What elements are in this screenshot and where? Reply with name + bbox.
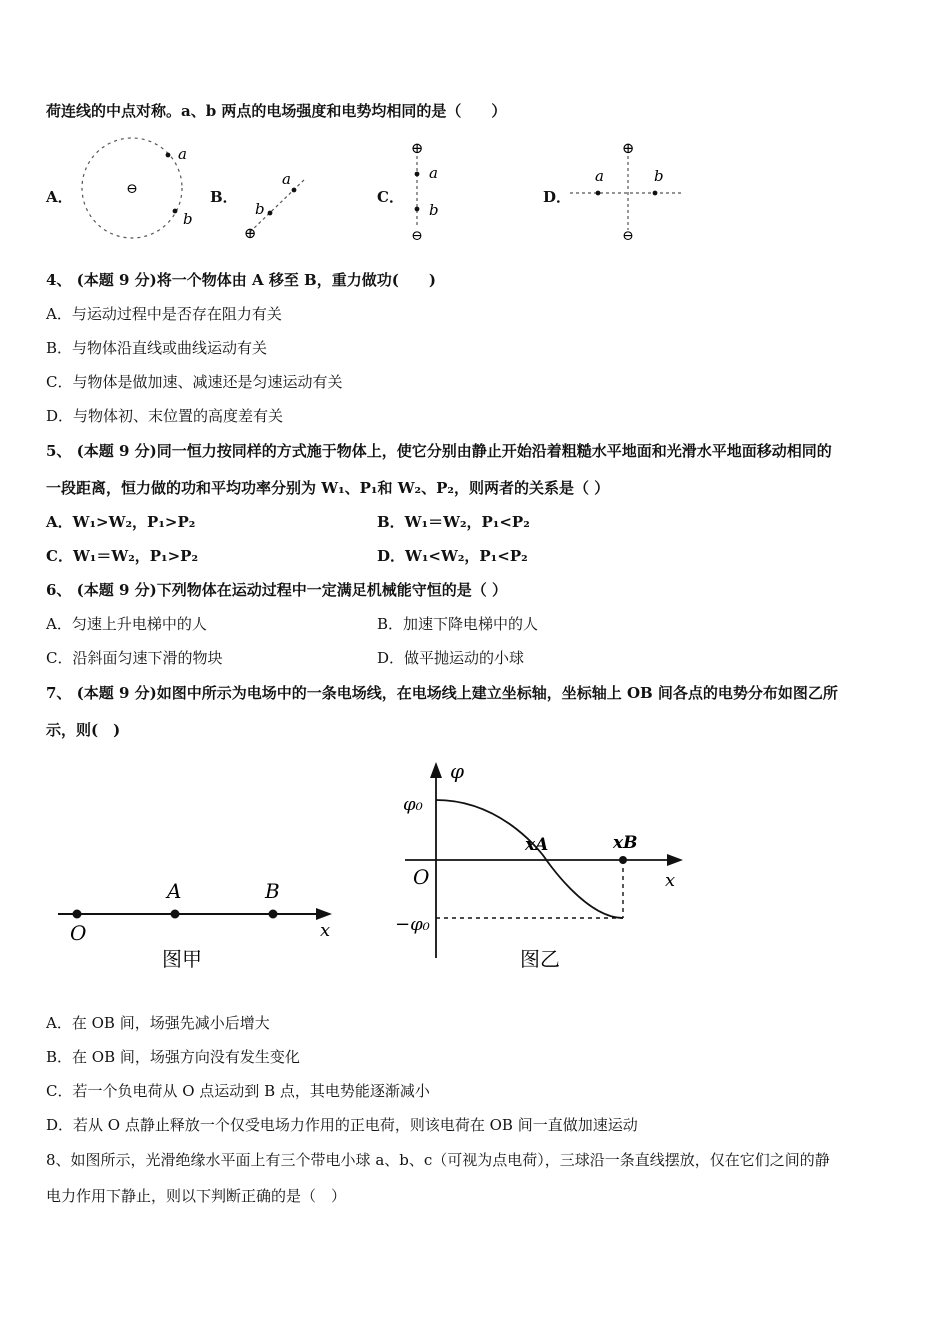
q7-figure-yi — [395, 758, 695, 980]
q5-stem-line1: 5、 (本题 9 分)同一恒力按同样的方式施于物体上，使它分别由静止开始沿着粗糙水平地面和光滑水平地面移动相同的 — [46, 442, 832, 460]
q3-figure-b — [236, 168, 316, 244]
label-a: a — [595, 167, 604, 185]
label-a: a — [282, 170, 291, 188]
q5-option-c[interactable]: C．W₁＝W₂，P₁>P₂ — [46, 547, 199, 565]
potential-curve — [436, 800, 623, 918]
negative-charge-icon: ⊖ — [622, 228, 634, 244]
q6-option-a[interactable]: A．匀速上升电梯中的人 — [46, 615, 207, 633]
negative-charge-icon: ⊖ — [126, 181, 138, 197]
q5-stem-line2: 一段距离，恒力做的功和平均功率分别为 W₁、P₁和 W₂、P₂，则两者的关系是（ ） — [46, 479, 610, 497]
point-b — [269, 910, 278, 919]
point-xb — [619, 856, 627, 864]
q5-option-d[interactable]: D．W₁<W₂，P₁<P₂ — [377, 547, 528, 565]
q6-option-d[interactable]: D．做平抛运动的小球 — [377, 649, 525, 667]
q7-option-c[interactable]: C．若一个负电荷从 O 点运动到 B 点，其电势能逐渐减小 — [46, 1082, 430, 1100]
q7-stem-line1: 7、 (本题 9 分)如图中所示为电场中的一条电场线，在电场线上建立坐标轴，坐标轴上 OB 间各点的电势分布如图乙所 — [46, 684, 838, 702]
point-b — [268, 211, 273, 216]
caption-jia: 图甲 — [162, 947, 202, 971]
q4-stem: 4、 (本题 9 分)将一个物体由 A 移至 B，重力做功( ) — [46, 271, 436, 289]
point-a — [171, 910, 180, 919]
label-phi0: φ₀ — [403, 794, 423, 815]
point-a — [415, 172, 420, 177]
q3-figure-c — [400, 138, 460, 244]
q7-stem-line2: 示，则( ) — [46, 721, 121, 739]
positive-charge-icon: ⊕ — [621, 139, 635, 157]
caption-yi: 图乙 — [520, 947, 560, 971]
point-b — [415, 207, 420, 212]
label-neg-phi0: −φ₀ — [395, 914, 430, 935]
label-x: x — [320, 920, 331, 941]
label-b: b — [183, 210, 193, 228]
label-b: b — [654, 167, 664, 185]
positive-charge-icon: ⊕ — [243, 224, 257, 242]
positive-charge-icon: ⊕ — [410, 139, 424, 157]
q5-option-a[interactable]: A．W₁>W₂，P₁>P₂ — [46, 513, 196, 531]
point-b — [173, 209, 178, 214]
point-b — [653, 191, 658, 196]
q6-stem: 6、 (本题 9 分)下列物体在运动过程中一定满足机械能守恒的是（ ） — [46, 581, 507, 599]
label-o: O — [70, 921, 87, 945]
point-a — [292, 188, 297, 193]
q8-stem-line2: 电力作用下静止，则以下判断正确的是（ ） — [46, 1187, 347, 1205]
label-x: x — [665, 870, 676, 891]
label-phi: φ — [450, 759, 465, 783]
q3-option-b-label[interactable]: B． — [210, 188, 238, 206]
point-a — [166, 153, 171, 158]
arrow-icon — [316, 908, 332, 920]
point-o — [73, 910, 82, 919]
label-o: O — [413, 865, 430, 889]
q7-option-b[interactable]: B．在 OB 间，场强方向没有发生变化 — [46, 1048, 300, 1066]
label-xa: xA — [525, 835, 549, 855]
q3-figure-d — [566, 138, 690, 244]
q6-option-b[interactable]: B．加速下降电梯中的人 — [377, 615, 539, 633]
q4-option-d[interactable]: D．与物体初、末位置的高度差有关 — [46, 407, 284, 425]
label-a: a — [429, 164, 438, 182]
negative-charge-icon: ⊖ — [411, 228, 423, 244]
arrow-right-icon — [667, 854, 683, 866]
q7-option-a[interactable]: A．在 OB 间，场强先减小后增大 — [46, 1014, 270, 1032]
label-b: b — [255, 200, 265, 218]
arrow-up-icon — [430, 762, 442, 778]
q3-option-c-label[interactable]: C． — [377, 188, 404, 206]
q4-option-b[interactable]: B．与物体沿直线或曲线运动有关 — [46, 339, 268, 357]
point-a — [596, 191, 601, 196]
q6-option-c[interactable]: C．沿斜面匀速下滑的物块 — [46, 649, 223, 667]
q3-option-d-label[interactable]: D． — [543, 188, 572, 206]
q3-figure-a — [70, 132, 200, 247]
q5-option-b[interactable]: B．W₁＝W₂，P₁<P₂ — [377, 513, 530, 531]
q3-stem-tail: 荷连线的中点对称。a、b 两点的电场强度和电势均相同的是（ ） — [46, 102, 507, 120]
label-a: A — [167, 879, 182, 903]
label-b: b — [429, 201, 439, 219]
label-xb: xB — [613, 833, 638, 853]
q3-option-a-label[interactable]: A． — [46, 188, 73, 206]
label-b: B — [265, 879, 280, 903]
label-a: a — [178, 145, 187, 163]
q7-option-d[interactable]: D．若从 O 点静止释放一个仅受电场力作用的正电荷，则该电荷在 OB 间一直做加速运动 — [46, 1116, 638, 1134]
q7-figure-jia — [50, 870, 350, 980]
q8-stem-line1: 8、如图所示，光滑绝缘水平面上有三个带电小球 a、b、c（可视为点电荷），三球沿一条直线摆放，仅在它们之间的静 — [46, 1151, 830, 1169]
q4-option-c[interactable]: C．与物体是做加速、减速还是匀速运动有关 — [46, 373, 343, 391]
q4-option-a[interactable]: A．与运动过程中是否存在阻力有关 — [46, 305, 282, 323]
